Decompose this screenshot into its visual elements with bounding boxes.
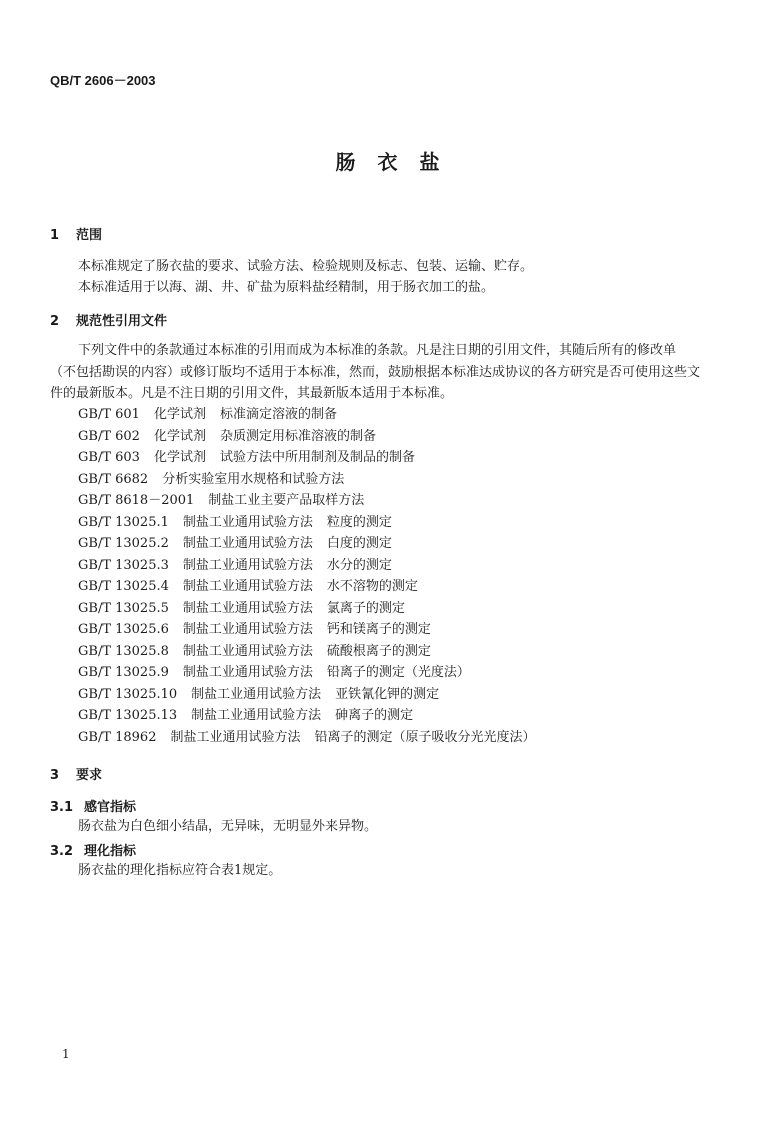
reference-code: GB/T 13025.2 [78, 536, 169, 551]
reference-title: 制盐工业主要产品取样方法 [208, 493, 365, 508]
reference-subtitle: 粒度的测定 [326, 514, 392, 530]
reference-title: 制盐工业通用试验方法 [182, 579, 313, 594]
section-number: 2 [50, 314, 60, 329]
reference-code: GB/T 18962 [78, 729, 157, 745]
reference-code: GB/T 13025.13 [78, 708, 178, 723]
subsection-number: 3.1 [50, 800, 74, 815]
standard-code: QB/T 2606－2003 [50, 73, 156, 88]
reference-title: 分析实验室用水规格和试验方法 [162, 471, 345, 487]
reference-code: GB/T 601 [78, 407, 140, 422]
reference-subtitle: 标准滴定溶液的制备 [219, 407, 337, 422]
reference-title: 化学试剂 [153, 450, 206, 465]
reference-code: GB/T 13025.6 [78, 622, 169, 637]
reference-title: 制盐工业通用试验方法 [182, 600, 313, 616]
reference-title: 制盐工业通用试验方法 [182, 665, 313, 680]
reference-code: GB/T 13025.4 [78, 579, 169, 594]
reference-title: 制盐工业通用试验方法 [182, 514, 313, 530]
reference-item [78, 619, 536, 641]
subsection-title: 感官指标 [84, 800, 137, 815]
section-3-heading [50, 764, 102, 783]
reference-title: 制盐工业通用试验方法 [182, 557, 313, 573]
reference-code: GB/T 602 [78, 428, 140, 444]
section-title: 要求 [76, 768, 103, 783]
physicochemical-requirements-text: 肠衣盐的理化指标应符合表1规定。 [78, 863, 282, 878]
reference-title: 制盐工业通用试验方法 [191, 708, 322, 723]
reference-subtitle: 钙和镁离子的测定 [326, 622, 431, 637]
section-number: 3 [50, 768, 60, 783]
scope-paragraph-2: 本标准适用于以海、湖、井、矿盐为原料盐经精制，用于肠衣加工的盐。 [78, 280, 495, 295]
reference-subtitle: 氯离子的测定 [326, 600, 405, 616]
section-1-heading [50, 224, 102, 243]
reference-item [78, 727, 536, 749]
reference-code: GB/T 13025.10 [78, 686, 178, 702]
reference-item [78, 555, 536, 577]
reference-item [78, 426, 536, 448]
reference-list [78, 404, 536, 748]
reference-title: 制盐工业通用试验方法 [170, 729, 301, 745]
reference-code: GB/T 13025.9 [78, 665, 169, 680]
reference-subtitle: 砷离子的测定 [335, 708, 414, 723]
reference-subtitle: 硫酸根离子的测定 [326, 643, 431, 659]
reference-title: 化学试剂 [153, 428, 206, 444]
normative-references-intro: 下列文件中的条款通过本标准的引用而成为本标准的条款。凡是注日期的引用文件，其随后所有的修改单（不包括勘误的内容）或修订版均不适用于本标准，然而，鼓励根据本标准达成协议的各方研究是否可使用这些文件的最新版本。凡是不注日期的引用文件，其最新版本适用于本标准。 [50, 343, 701, 401]
reference-item [78, 662, 536, 684]
reference-code: GB/T 6682 [78, 471, 149, 487]
reference-code: GB/T 13025.1 [78, 514, 169, 530]
subsection-3-1-heading [50, 796, 136, 815]
reference-item [78, 447, 536, 469]
document-title: 肠衣盐 [335, 150, 462, 174]
reference-subtitle: 试验方法中所用制剂及制品的制备 [219, 450, 415, 465]
reference-item [78, 576, 536, 598]
reference-code: GB/T 13025.8 [78, 643, 169, 659]
subsection-title: 理化指标 [84, 844, 137, 859]
reference-item [78, 469, 536, 491]
reference-code: GB/T 8618－2001 [78, 493, 195, 508]
scope-paragraph-1: 本标准规定了肠衣盐的要求、试验方法、检验规则及标志、包装、运输、贮存。 [78, 259, 534, 274]
reference-subtitle: 铅离子的测定（光度法） [326, 665, 470, 680]
reference-item [78, 404, 536, 426]
reference-item [78, 533, 536, 555]
section-title: 范围 [76, 228, 103, 243]
reference-subtitle: 杂质测定用标准溶液的制备 [219, 428, 376, 444]
page-number: 1 [62, 1047, 70, 1061]
section-title: 规范性引用文件 [76, 314, 168, 329]
reference-subtitle: 亚铁氰化钾的测定 [335, 686, 440, 702]
reference-item [78, 598, 536, 620]
reference-title: 化学试剂 [153, 407, 206, 422]
reference-subtitle: 铅离子的测定（原子吸收分光光度法） [314, 729, 536, 745]
reference-item [78, 512, 536, 534]
reference-subtitle: 白度的测定 [326, 536, 392, 551]
subsection-3-2-heading [50, 840, 136, 859]
reference-code: GB/T 13025.3 [78, 557, 169, 573]
reference-title: 制盐工业通用试验方法 [182, 536, 313, 551]
reference-code: GB/T 13025.5 [78, 600, 169, 616]
reference-item [78, 490, 536, 512]
reference-item [78, 641, 536, 663]
section-number: 1 [50, 228, 60, 243]
reference-title: 制盐工业通用试验方法 [182, 622, 313, 637]
subsection-number: 3.2 [50, 844, 74, 859]
reference-title: 制盐工业通用试验方法 [182, 643, 313, 659]
reference-title: 制盐工业通用试验方法 [191, 686, 322, 702]
sensory-requirements-text: 肠衣盐为白色细小结晶，无异味，无明显外来异物。 [78, 819, 378, 834]
reference-item [78, 705, 536, 727]
reference-subtitle: 水不溶物的测定 [326, 579, 418, 594]
reference-item [78, 684, 536, 706]
reference-code: GB/T 603 [78, 450, 140, 465]
section-2-heading [50, 310, 167, 329]
reference-subtitle: 水分的测定 [326, 557, 392, 573]
